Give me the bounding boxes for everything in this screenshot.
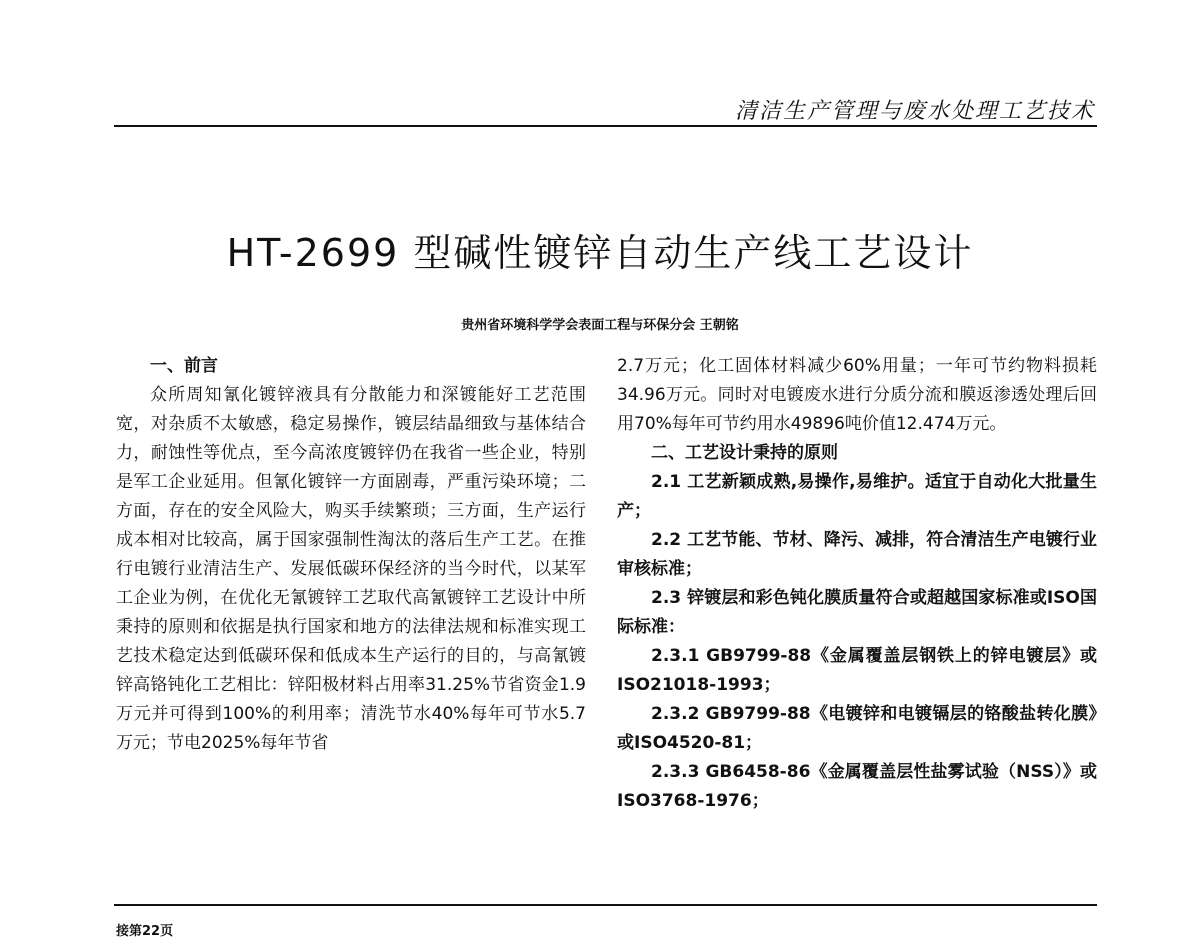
principle-item: 2.1 工艺新颖成熟,易操作,易维护。适宜于自动化大批量生产；: [617, 472, 1097, 521]
running-header: 清洁生产管理与废水处理工艺技术: [734, 99, 1095, 124]
left-column: [116, 352, 586, 758]
principle-item: 2.3.2 GB9799-88《电镀锌和电镀镉层的铬酸盐转化膜》或ISO4520-81；: [617, 704, 1097, 753]
principle-item: 2.3 锌镀层和彩色钝化膜质量符合或超越国家标准或ISO国际标准：: [617, 588, 1097, 637]
section-heading-preface: 一、前言: [150, 356, 218, 376]
section-heading-principles: 二、工艺设计秉持的原则: [651, 443, 838, 463]
principle-item: 2.2 工艺节能、节材、降污、减排，符合清洁生产电镀行业审核标准；: [617, 530, 1097, 579]
preface-paragraph: 众所周知氰化镀锌液具有分散能力和深镀能好工艺范围宽，对杂质不太敏感，稳定易操作，镀层结晶细致与基体结合力，耐蚀性等优点，至今高浓度镀锌仍在我省一些企业，特别是军工企业延用。但氰化镀锌一方面剧毒，严重污染环境；二方面，存在的安全风险大，购买手续繁琐；三方面，生产运行成本相对比较高，属于国家强制性淘汰的落后生产工艺。在推行电镀行业清洁生产、发展低碳环保经济的当今时代，以某军工企业为例，在优化无氰镀锌工艺取代高氰镀锌工艺设计中所秉持的原则和依据是执行国家和地方的法律法规和标准实现工艺技术稳定达到低碳环保和低成本生产运行的目的，与高氰镀锌高铬钝化工艺相比：锌阳极材料占用率31.25%节省资金1.9万元并可得到100%的利用率；清洗节水40%每年可节水5.7万元；节电2025%每年节省: [116, 385, 586, 753]
author-line: 贵州省环境科学学会表面工程与环保分会 王朝铭: [461, 318, 739, 333]
continued-note: 接第22页: [116, 924, 174, 939]
continued-paragraph: 2.7万元；化工固体材料减少60%用量；一年可节约物料损耗34.96万元。同时对电镀废水进行分质分流和膜返渗透处理后回用70%每年可节约用水49896吨价值12.474万元。: [617, 356, 1097, 434]
header-rule: [114, 125, 1097, 127]
footer-rule: [114, 904, 1097, 906]
principle-item: 2.3.1 GB9799-88《金属覆盖层钢铁上的锌电镀层》或ISO21018-1993；: [617, 646, 1097, 695]
paper-title: HT-2699 型碱性镀锌自动生产线工艺设计: [226, 231, 974, 275]
principle-item: 2.3.3 GB6458-86《金属覆盖层性盐雾试验（NSS）》或ISO3768-1976；: [617, 762, 1097, 811]
right-column: [617, 352, 1097, 816]
